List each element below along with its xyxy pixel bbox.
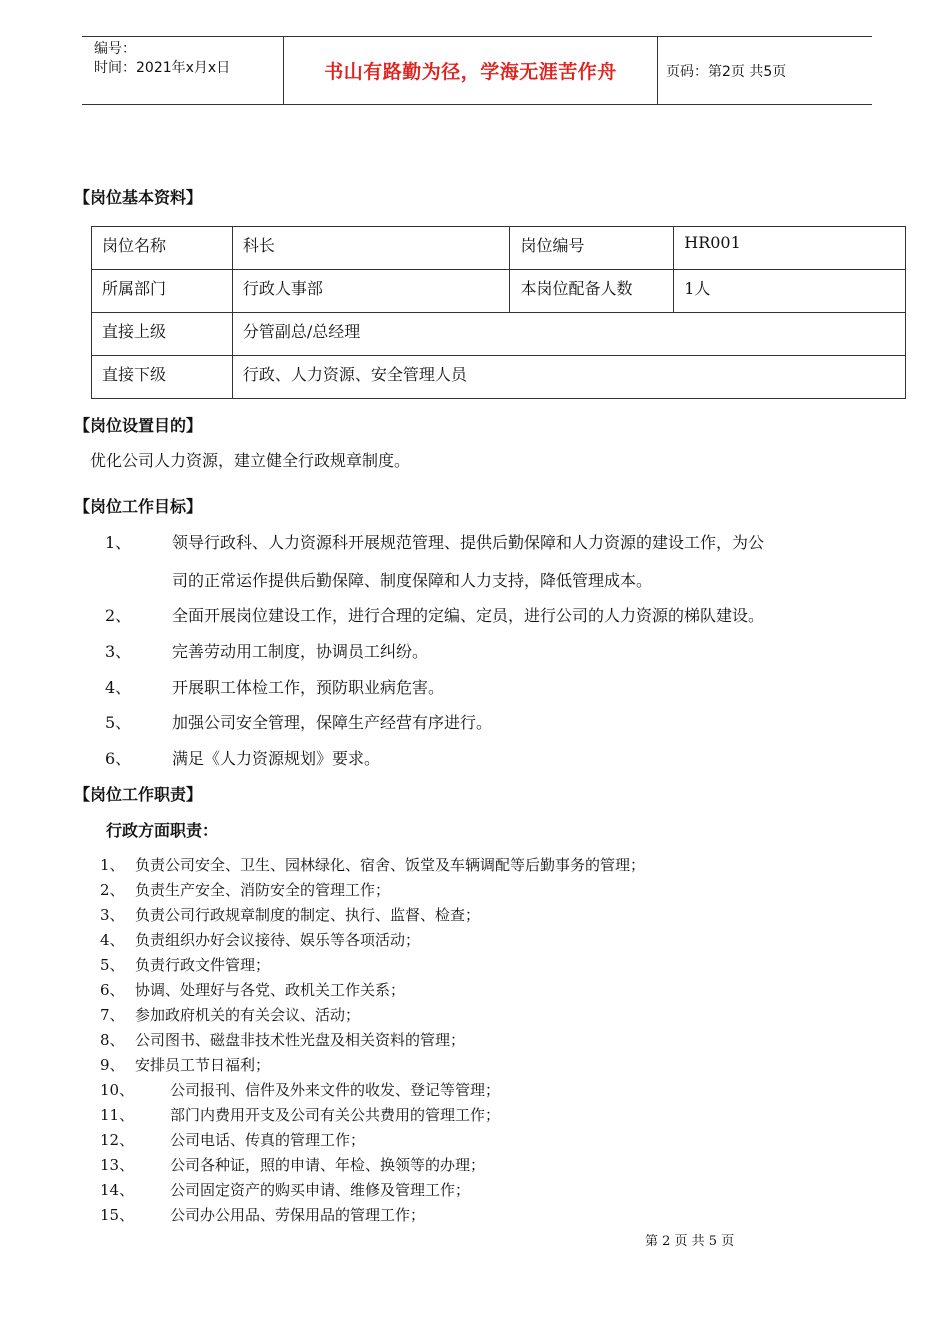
- duty-text: 安排员工节日福利；: [135, 1056, 271, 1074]
- duty-text: 负责公司行政规章制度的制定、执行、监督、检查；: [135, 906, 481, 924]
- duty-text: 负责公司安全、卫生、园林绿化、宿舍、饭堂及车辆调配等后勤事务的管理；: [135, 856, 646, 874]
- table-row: [92, 270, 906, 313]
- duty-text: 部门内费用开支及公司有关公共费用的管理工作；: [170, 1106, 501, 1124]
- duty-number: 4、: [100, 931, 125, 949]
- page-footer: 第 2 页 共 5 页: [645, 1234, 735, 1249]
- duty-number: 10、: [100, 1081, 135, 1099]
- goal-text: 全面开展岗位建设工作，进行合理的定编、定员，进行公司的人力资源的梯队建设。: [172, 606, 765, 625]
- table-cell: 本岗位配备人数: [510, 270, 674, 313]
- duty-number: 15、: [100, 1206, 135, 1224]
- goal-number: 3、: [105, 642, 132, 661]
- section-basic-info: 【岗位基本资料】: [74, 188, 203, 207]
- duty-number: 1、: [100, 856, 125, 874]
- table-cell: 直接上级: [92, 313, 233, 356]
- duty-number: 9、: [100, 1056, 125, 1074]
- duty-text: 负责行政文件管理；: [135, 956, 271, 974]
- goal-number: 4、: [105, 678, 132, 697]
- time-label: 时间：2021年x月x日: [94, 60, 231, 76]
- duty-text: 公司办公用品、劳保用品的管理工作；: [170, 1206, 426, 1224]
- table-cell: 所属部门: [92, 270, 233, 313]
- duty-text: 公司报刊、信件及外来文件的收发、登记等管理；: [170, 1081, 501, 1099]
- duty-text: 公司电话、传真的管理工作；: [170, 1131, 366, 1149]
- table-cell: 岗位编号: [510, 227, 674, 270]
- duty-number: 13、: [100, 1156, 135, 1174]
- goal-number: 1、: [105, 533, 132, 552]
- table-row: [92, 313, 906, 356]
- table-cell: 分管副总/总经理: [232, 313, 905, 356]
- goal-number: 6、: [105, 749, 132, 768]
- duty-number: 12、: [100, 1131, 135, 1149]
- code-label: 编号：: [94, 41, 136, 57]
- duty-number: 8、: [100, 1031, 125, 1049]
- header-page-info: 页码：第2页 共5页: [666, 63, 787, 80]
- table-cell: 岗位名称: [92, 227, 233, 270]
- basic-info-table: [91, 226, 906, 399]
- table-cell: 行政人事部: [232, 270, 510, 313]
- table-cell: 1人: [674, 270, 906, 313]
- duty-number: 7、: [100, 1006, 125, 1024]
- header-meta: [82, 37, 282, 104]
- goal-text: 满足《人力资源规划》要求。: [172, 749, 381, 768]
- table-cell: HR001: [674, 227, 906, 270]
- goal-text: 领导行政科、人力资源科开展规范管理、提供后勤保障和人力资源的建设工作，为公: [172, 533, 765, 552]
- table-cell: 直接下级: [92, 356, 233, 399]
- table-row: [92, 356, 906, 399]
- table-cell: 行政、人力资源、安全管理人员: [232, 356, 905, 399]
- section-goals: 【岗位工作目标】: [74, 497, 203, 516]
- admin-duties-title: 行政方面职责：: [106, 821, 219, 840]
- table-cell: 科长: [232, 227, 510, 270]
- goal-number: 5、: [105, 713, 132, 732]
- duty-text: 负责生产安全、消防安全的管理工作；: [135, 881, 391, 899]
- duty-number: 11、: [100, 1106, 135, 1124]
- duty-number: 6、: [100, 981, 125, 999]
- goal-text-cont: 司的正常运作提供后勤保障、制度保障和人力支持，降低管理成本。: [172, 571, 653, 590]
- duty-text: 公司各种证，照的申请、年检、换领等的办理；: [170, 1156, 486, 1174]
- purpose-text: 优化公司人力资源，建立健全行政规章制度。: [90, 451, 411, 470]
- duty-number: 3、: [100, 906, 125, 924]
- page-header: [82, 36, 872, 105]
- header-motto: 书山有路勤为径，学海无涯苦作舟: [283, 37, 658, 104]
- section-purpose: 【岗位设置目的】: [74, 416, 203, 435]
- goal-number: 2、: [105, 606, 132, 625]
- goal-text: 开展职工体检工作，预防职业病危害。: [172, 678, 445, 697]
- duty-text: 负责组织办好会议接待、娱乐等各项活动；: [135, 931, 421, 949]
- duty-text: 协调、处理好与各党、政机关工作关系；: [135, 981, 406, 999]
- duty-number: 5、: [100, 956, 125, 974]
- goal-text: 加强公司安全管理，保障生产经营有序进行。: [172, 713, 493, 732]
- section-duties: 【岗位工作职责】: [74, 785, 203, 804]
- duty-number: 2、: [100, 881, 125, 899]
- duty-text: 参加政府机关的有关会议、活动；: [135, 1006, 361, 1024]
- duty-text: 公司图书、磁盘非技术性光盘及相关资料的管理；: [135, 1031, 466, 1049]
- goal-text: 完善劳动用工制度，协调员工纠纷。: [172, 642, 429, 661]
- duty-number: 14、: [100, 1181, 135, 1199]
- table-row: [92, 227, 906, 270]
- duty-text: 公司固定资产的购买申请、维修及管理工作；: [170, 1181, 471, 1199]
